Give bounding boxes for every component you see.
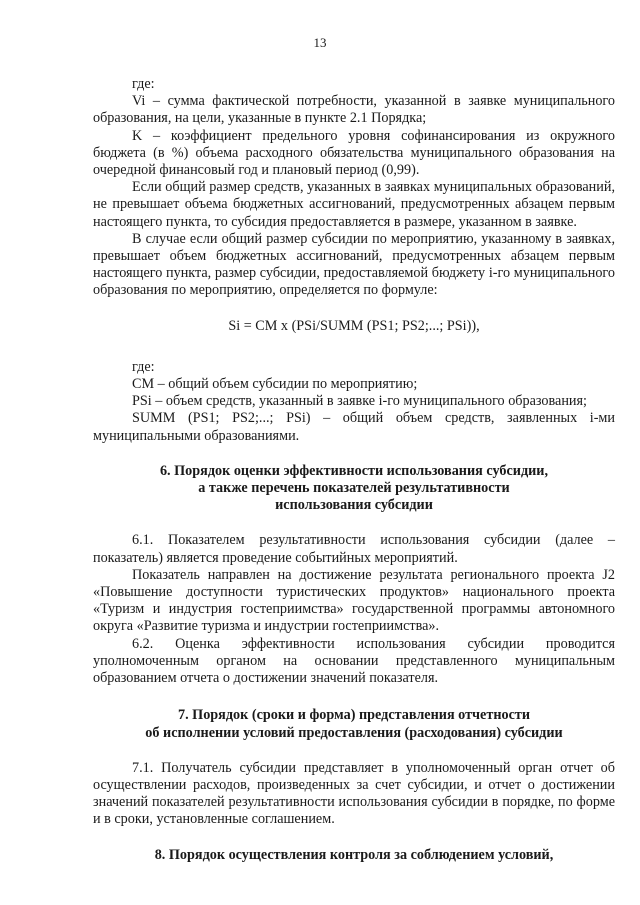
section-7-heading <box>93 707 615 741</box>
paragraph-where-2: где: <box>132 358 155 375</box>
paragraph-vi-definition: Vi – сумма фактической потребности, указанной в заявке муниципального образования, на цели, указанные в пункте 2.1 Порядка; <box>93 93 615 127</box>
paragraph-psi-definition: PSi – объем средств, указанный в заявке i-го муниципального образования; <box>132 393 587 410</box>
section-6-heading-line-3: использования субсидии <box>275 497 433 514</box>
document-body <box>93 76 615 864</box>
section-6-heading-line-2: а также перечень показателей результативности <box>198 480 510 497</box>
paragraph-6-2: 6.2. Оценка эффективности использования субсидии проводится уполномоченным органом на основании представленного муниципальным образованием отчета о достижении значений показателя. <box>93 635 615 687</box>
paragraph-summ-definition: SUMM (PS1; PS2;...; PSi) – общий объем средств, заявленных i-ми муниципальными образованиями. <box>93 410 615 444</box>
section-7-heading-line-1: 7. Порядок (сроки и форма) представления отчетности <box>177 707 531 724</box>
section-8-heading <box>93 847 615 864</box>
paragraph-total-not-exceed: Если общий размер средств, указанных в заявках муниципальных образований, не превышает объема бюджетных ассигнований, предусмотренных абзацем первым настоящего пункта, то субсидия предоставляется в размере, указанном в заявке. <box>93 179 615 230</box>
paragraph-k-definition: K – коэффициент предельного уровня софинансирования из окружного бюджета (в %) объема расходного обязательства муниципального образования на очередной финансовый год и плановый период (0,99). <box>93 127 615 179</box>
paragraph-cm-definition: CM – общий объем субсидии по мероприятию; <box>132 376 418 393</box>
paragraph-indicator-aim: Показатель направлен на достижение результата регионального проекта J2 «Повышение доступности туристических продуктов» национального проекта «Туризм и индустрия гостеприимства» государственной программы автономного округа «Развитие туризма и индустрии гостеприимства». <box>93 566 615 635</box>
subsidy-formula: Si = CM x (PSi/SUMM (PS1; PS2;...; PSi)), <box>228 317 480 334</box>
section-6-heading <box>93 463 615 515</box>
paragraph-6-1: 6.1. Показателем результативности использования субсидии (далее – показатель) является проведение событийных мероприятий. <box>93 532 615 566</box>
page-number: 13 <box>313 35 327 50</box>
section-8-heading-line-1: 8. Порядок осуществления контроля за соблюдением условий, <box>154 846 554 863</box>
section-6-heading-line-1: 6. Порядок оценки эффективности использования субсидии, <box>159 462 549 479</box>
paragraph-total-exceeds: В случае если общий размер субсидии по мероприятию, указанному в заявках, превышает объем бюджетных ассигнований, предусмотренных абзацем первым настоящего пункта, размер субсидии, предоставляемой бюджету i-го муниципального образования по мероприятию, определяется по формуле: <box>93 230 615 299</box>
section-7-heading-line-2: об исполнении условий предоставления (расходования) субсидии <box>145 724 563 741</box>
paragraph-7-1: 7.1. Получатель субсидии представляет в уполномоченный орган отчет об осуществлении расходов, произведенных за счет субсидии, и отчет о достижении значений показателей результативности использования субсидии в порядке, по форме и в сроки, установленные соглашением. <box>93 759 615 828</box>
paragraph-where-1: где: <box>132 76 155 92</box>
